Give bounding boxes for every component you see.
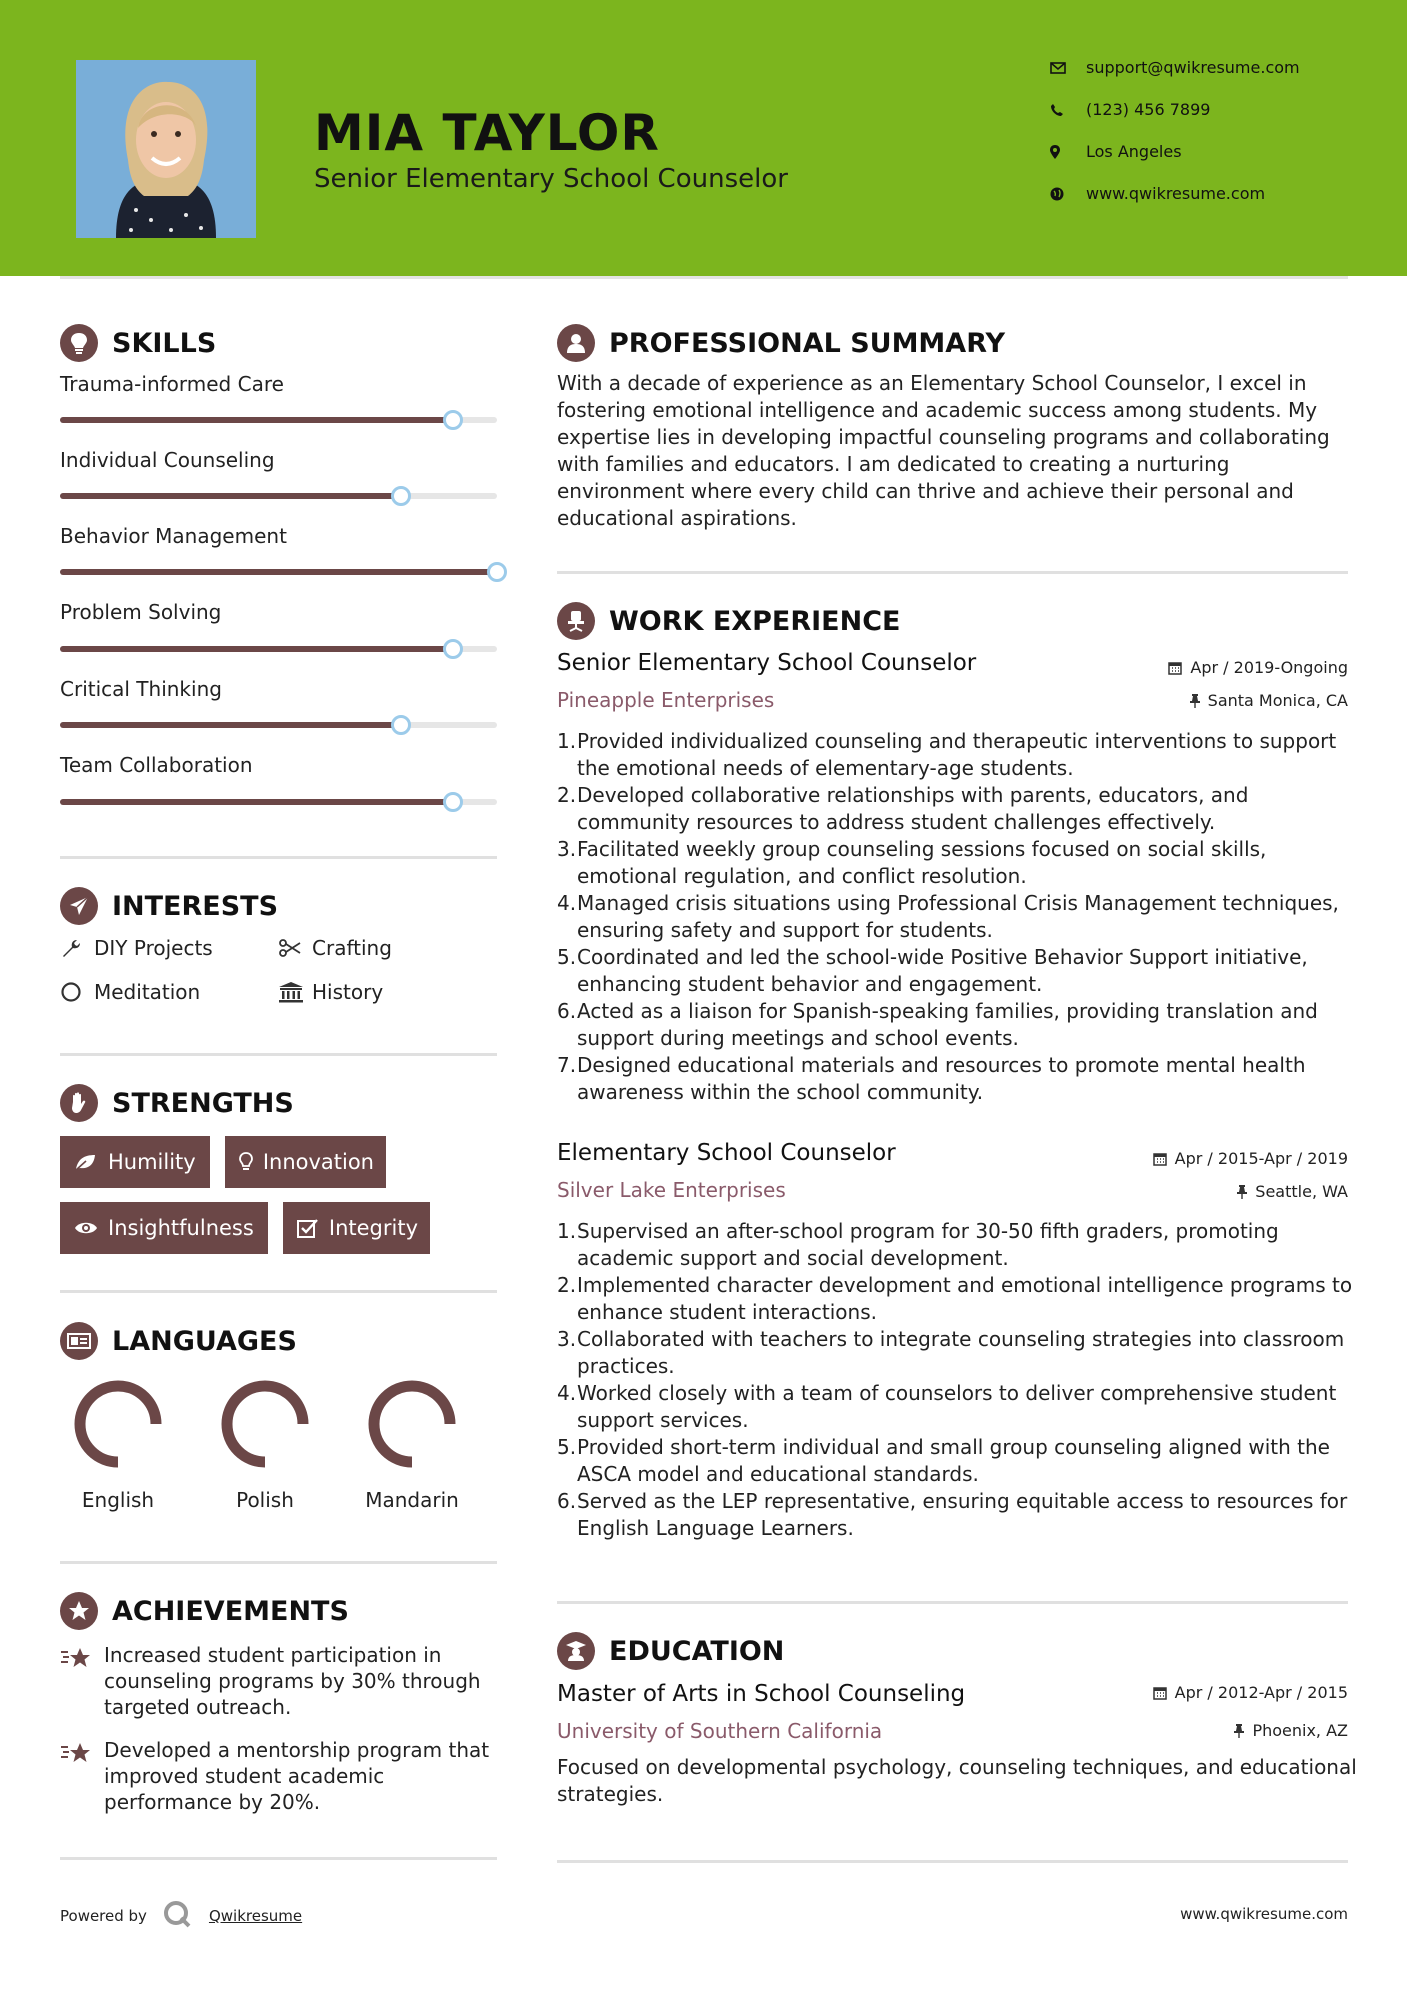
- skill-bar-knob: [487, 562, 507, 582]
- job-duties: [557, 1218, 1357, 1542]
- degree-title: Master of Arts in School Counseling: [557, 1681, 966, 1707]
- experience-heading: WORK EXPERIENCE: [557, 602, 900, 640]
- achievement-item: Increased student participation in counseling programs by 30% through targeted outreach.: [60, 1642, 500, 1720]
- list-item: 4. Managed crisis situations using Professional Crisis Management techniques, ensuring safety and support for students.: [557, 891, 1339, 942]
- strength-badge: Integrity: [283, 1202, 430, 1254]
- list-item: 7. Designed educational materials and resources to promote mental health awareness within the school community.: [557, 1053, 1306, 1104]
- list-item: 1. Supervised an after-school program for 30-50 fifth graders, promoting academic support and social development.: [557, 1219, 1279, 1270]
- header-banner: [0, 0, 1407, 276]
- skill-bar: [60, 569, 497, 575]
- skills-heading: SKILLS: [60, 324, 216, 362]
- skill-label: Team Collaboration: [60, 753, 253, 777]
- job-company: Silver Lake Enterprises: [557, 1178, 786, 1202]
- languages-heading: LANGUAGES: [60, 1322, 297, 1360]
- section-divider: [557, 1860, 1348, 1863]
- calendar-icon: [1168, 661, 1182, 675]
- section-divider: [557, 571, 1348, 574]
- job-title: Senior Elementary School Counselor: [557, 650, 977, 676]
- job-location: Seattle, WA: [1237, 1182, 1348, 1201]
- language-item: [215, 1374, 315, 1512]
- list-item: 3. Collaborated with teachers to integrate counseling strategies into classroom practices.: [557, 1327, 1345, 1378]
- education-description: Focused on developmental psychology, counseling techniques, and educational strategies.: [557, 1755, 1357, 1806]
- phone-icon: [1050, 103, 1086, 117]
- section-divider: [60, 1857, 497, 1860]
- skill-bar: [60, 417, 497, 423]
- education-heading: EDUCATION: [557, 1632, 784, 1670]
- skill-label: Individual Counseling: [60, 448, 275, 472]
- contact-email[interactable]: support@qwikresume.com: [1050, 58, 1300, 77]
- achievement-item: Developed a mentorship program that improved student academic performance by 20%.: [60, 1737, 500, 1815]
- calendar-icon: [1153, 1152, 1167, 1166]
- job-location: Santa Monica, CA: [1190, 691, 1348, 710]
- summary-heading: PROFESSIONAL SUMMARY: [557, 324, 1005, 362]
- check-square-icon: [297, 1218, 329, 1238]
- language-icon: [60, 1322, 98, 1360]
- summary-text: With a decade of experience as an Elementary School Counselor, I excel in fostering emotional intelligence and academic success among students. My expertise lies in developing impactful counseling programs and collaborating with families and educators. I am dedicated to creating a nurturing environment where every child can thrive and achieve their personal and educational aspirations.: [557, 371, 1330, 530]
- skill-label: Trauma-informed Care: [60, 372, 284, 396]
- section-divider: [60, 856, 497, 859]
- list-item: 5. Provided short-term individual and small group counseling aligned with the ASCA model and educational standards.: [557, 1435, 1330, 1486]
- list-item: 5. Coordinated and led the school-wide Positive Behavior Support initiative, enhancing student behavior and engagement.: [557, 945, 1308, 996]
- header-divider: [60, 276, 1348, 279]
- language-label: English: [81, 1488, 155, 1512]
- language-label: Mandarin: [365, 1488, 459, 1512]
- interest-item: DIY Projects: [60, 936, 213, 960]
- interest-item: History: [278, 980, 383, 1004]
- candidate-name: MIA TAYLOR: [314, 104, 660, 162]
- lightbulb-icon: [239, 1152, 263, 1172]
- education-dates: Apr / 2012-Apr / 2015: [1153, 1683, 1348, 1702]
- job-dates: Apr / 2015-Apr / 2019: [1153, 1149, 1348, 1168]
- candidate-title: Senior Elementary School Counselor: [314, 164, 788, 194]
- skill-bar: [60, 493, 497, 499]
- star-icon: [60, 1592, 98, 1630]
- skill-bar-fill: [60, 569, 497, 575]
- paper-plane-icon: [60, 887, 98, 925]
- section-divider: [60, 1290, 497, 1293]
- interest-item: Meditation: [60, 980, 200, 1004]
- skill-bar: [60, 799, 497, 805]
- list-item: 3. Facilitated weekly group counseling sessions focused on social skills, emotional regulation, and conflict resolution.: [557, 837, 1267, 888]
- skill-label: Critical Thinking: [60, 677, 222, 701]
- job-dates: Apr / 2019-Ongoing: [1168, 658, 1348, 677]
- wrench-icon: [60, 937, 94, 959]
- map-marker-icon: [1050, 145, 1086, 159]
- skill-bar: [60, 646, 497, 652]
- skill-bar-knob: [443, 792, 463, 812]
- skill-bar-knob: [391, 715, 411, 735]
- list-item: 4. Worked closely with a team of counselors to deliver comprehensive student support services.: [557, 1381, 1337, 1432]
- graduate-icon: [557, 1632, 595, 1670]
- office-chair-icon: [557, 602, 595, 640]
- school-name: University of Southern California: [557, 1719, 883, 1743]
- list-item: 6. Served as the LEP representative, ensuring equitable access to resources for English Language Learners.: [557, 1489, 1348, 1540]
- pushpin-icon: [1234, 1724, 1244, 1738]
- skill-bar-fill: [60, 799, 453, 805]
- skill-label: Problem Solving: [60, 600, 222, 624]
- star-icon: [60, 1642, 104, 1720]
- section-divider: [60, 1561, 497, 1564]
- leaf-icon: [74, 1153, 108, 1171]
- scissors-icon: [278, 939, 312, 957]
- user-icon: [557, 324, 595, 362]
- lightbulb-icon: [60, 324, 98, 362]
- job-company: Pineapple Enterprises: [557, 688, 775, 712]
- calendar-icon: [1153, 1686, 1167, 1700]
- interests-heading: INTERESTS: [60, 887, 278, 925]
- star-icon: [60, 1737, 104, 1815]
- skill-bar-knob: [443, 639, 463, 659]
- eye-icon: [74, 1220, 108, 1236]
- education-location: Phoenix, AZ: [1234, 1721, 1348, 1740]
- circle-icon: [60, 981, 94, 1003]
- skill-bar-knob: [391, 486, 411, 506]
- contact-location: Los Angeles: [1050, 142, 1182, 161]
- pushpin-icon: [1190, 694, 1200, 708]
- profile-photo: [76, 60, 256, 238]
- bank-icon: [278, 981, 312, 1003]
- list-item: 1. Provided individualized counseling and therapeutic interventions to support the emotional needs of elementary-age students.: [557, 729, 1337, 780]
- skill-bar-fill: [60, 493, 401, 499]
- list-item: 2. Developed collaborative relationships with parents, educators, and community resources to address student challenges effectively.: [557, 783, 1249, 834]
- language-ring: [362, 1374, 462, 1474]
- qwikresume-link[interactable]: Qwikresume: [208, 1907, 303, 1925]
- achievements-heading: ACHIEVEMENTS: [60, 1592, 349, 1630]
- qwikresume-logo-icon: [163, 1900, 193, 1932]
- skill-bar-fill: [60, 646, 453, 652]
- strength-badge: Humility: [60, 1136, 210, 1188]
- language-item: [362, 1374, 462, 1512]
- skill-bar-knob: [443, 410, 463, 430]
- strength-badge: Insightfulness: [60, 1202, 268, 1254]
- contact-phone[interactable]: (123) 456 7899: [1050, 100, 1210, 119]
- skill-label: Behavior Management: [60, 524, 287, 548]
- contact-website[interactable]: www.qwikresume.com: [1050, 184, 1265, 203]
- section-divider: [60, 1053, 497, 1056]
- strengths-heading: STRENGTHS: [60, 1084, 294, 1122]
- envelope-icon: [1050, 62, 1086, 74]
- skill-bar: [60, 722, 497, 728]
- list-item: 6. Acted as a liaison for Spanish-speaking families, providing translation and support during meetings and school events.: [557, 999, 1318, 1050]
- list-item: 2. Implemented character development and emotional intelligence programs to enhance student interactions.: [557, 1273, 1353, 1324]
- language-label: Polish: [236, 1488, 294, 1512]
- language-ring: [68, 1374, 168, 1474]
- job-title: Elementary School Counselor: [557, 1140, 896, 1166]
- strength-badge: Innovation: [225, 1136, 386, 1188]
- footer-powered-by: Powered by Qwikresume: [60, 1900, 302, 1932]
- hand-icon: [60, 1084, 98, 1122]
- globe-icon: [1050, 187, 1086, 201]
- pushpin-icon: [1237, 1185, 1247, 1199]
- footer-url[interactable]: www.qwikresume.com: [1180, 1905, 1348, 1923]
- language-ring: [215, 1374, 315, 1474]
- section-divider: [557, 1601, 1348, 1604]
- interest-item: Crafting: [278, 936, 392, 960]
- skill-bar-fill: [60, 417, 453, 423]
- skill-bar-fill: [60, 722, 401, 728]
- job-duties: [557, 728, 1357, 1106]
- language-item: [68, 1374, 168, 1512]
